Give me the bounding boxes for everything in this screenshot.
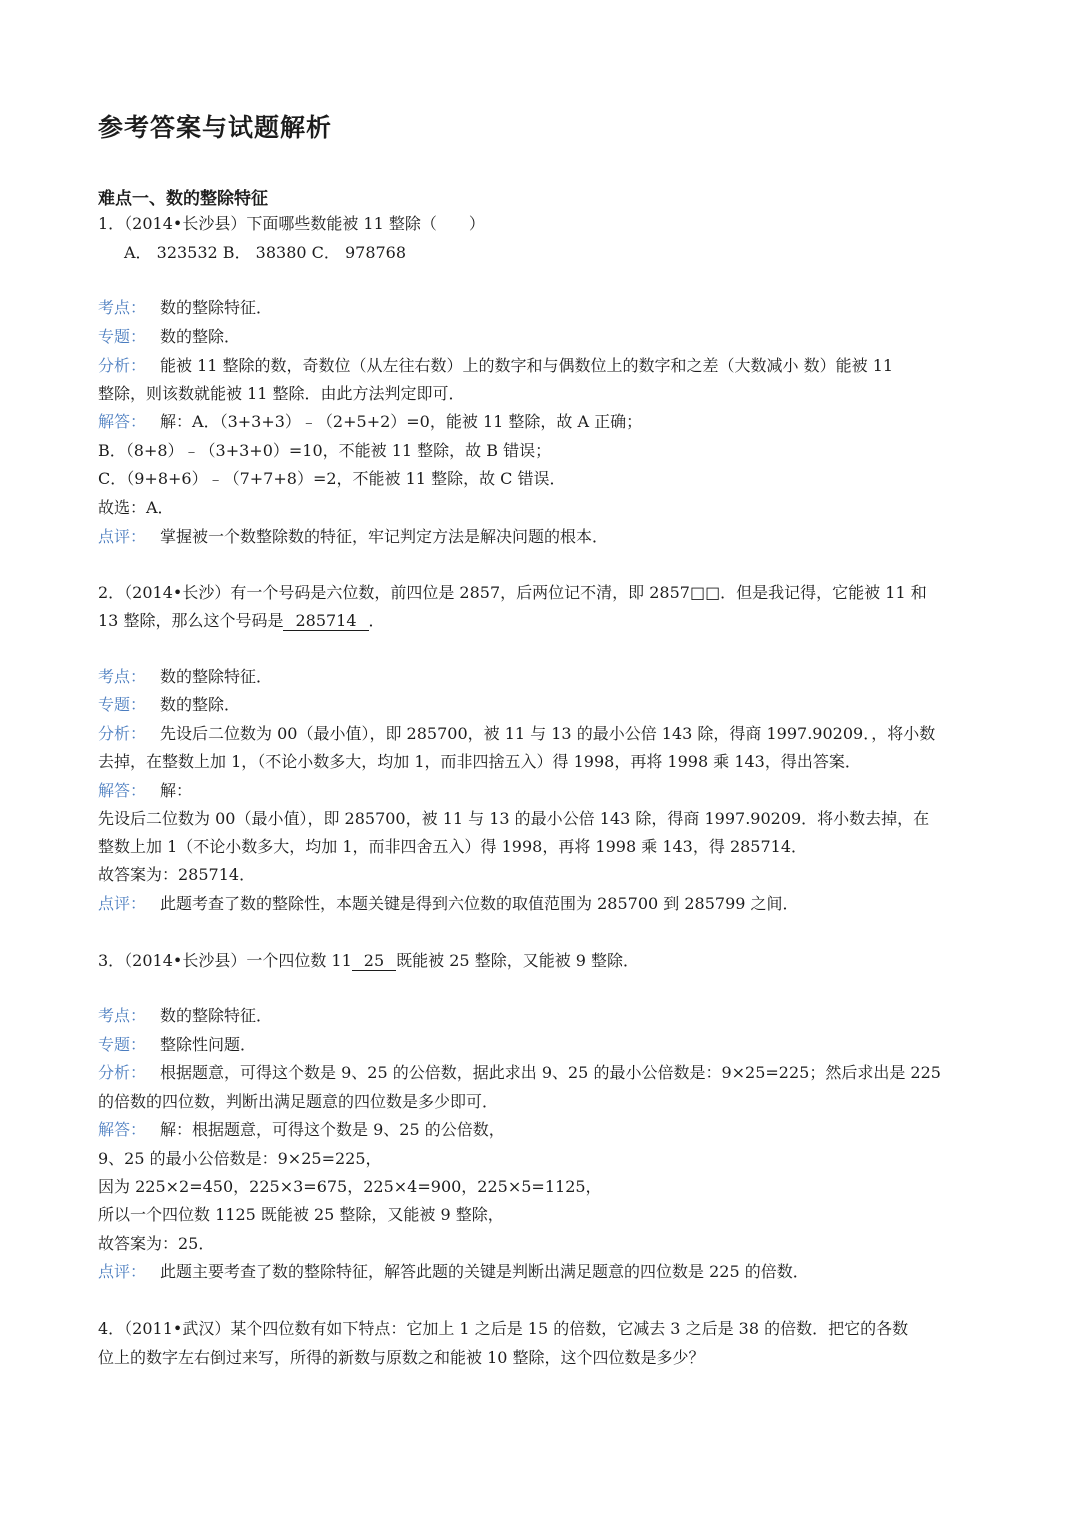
q3-stem: 3．（2014•长沙县）一个四位数 11 25 既能被 25 整除，又能被 9 整除． <box>98 951 640 970</box>
fenxi-label: 分析： <box>98 1063 147 1082</box>
kaodian-label: 考点： <box>98 667 147 686</box>
dianping-label: 点评： <box>98 894 147 913</box>
zhuanti-label: 专题： <box>98 695 147 714</box>
q2-fenxi: 分析： 先设后二位数为 00（最小值），即 285700，被 11 与 13 的最小公倍 143 除，得商 1997.90209．，将小数 <box>98 724 936 743</box>
zhuanti-label: 专题： <box>98 1035 147 1054</box>
q1-jieda-line: B．（8+8）﹣（3+3+0）=10，不能被 11 整除，故 B 错误； <box>98 441 552 460</box>
q3-zhuanti: 专题： 整除性问题． <box>98 1035 257 1054</box>
q3-dianping: 点评： 此题主要考查了数的整除特征，解答此题的关键是判断出满足题意的四位数是 225 的倍数． <box>98 1262 809 1281</box>
kaodian-label: 考点： <box>98 1006 147 1025</box>
jieda-label: 解答： <box>98 412 147 431</box>
q1-fenxi: 分析： 能被 11 整除的数，奇数位（从左往右数）上的数字和与偶数位上的数字和之差（大数减小 数）能被 11 <box>98 356 894 375</box>
fenxi-label: 分析： <box>98 356 147 375</box>
dianping-label: 点评： <box>98 1262 147 1281</box>
q1-stem: 1．（2014•长沙县）下面哪些数能被 11 整除（ ） <box>98 214 485 233</box>
q1-jieda: 解答： 解：A．（3+3+3）﹣（2+5+2）=0，能被 11 整除，故 A 正确； <box>98 412 643 431</box>
fenxi-label: 分析： <box>98 724 147 743</box>
q2-jieda-line: 先设后二位数为 00（最小值），即 285700，被 11 与 13 的最小公倍 143 除，得商 1997.90209．将小数去掉，在 <box>98 809 930 828</box>
q1-options: A． 323532 B． 38380 C． 978768 <box>124 243 407 262</box>
q1-jieda-line: 故选：A． <box>98 498 174 517</box>
jieda-label: 解答： <box>98 1120 147 1139</box>
answer-blank: 25 <box>352 952 396 971</box>
q3-fenxi: 分析： 根据题意，可得这个数是 9、25 的公倍数，据此求出 9、25 的最小公倍数是：9×25=225；然后求出是 225 <box>98 1063 941 1082</box>
q3-jieda-line: 因为 225×2=450，225×3=675，225×4=900，225×5=1125， <box>98 1177 602 1196</box>
q2-zhuanti: 专题： 数的整除． <box>98 695 241 714</box>
jieda-label: 解答： <box>98 781 147 800</box>
q4-stem: 4．（2011•武汉）某个四位数有如下特点：它加上 1 之后是 15 的倍数，它减去 3 之后是 38 的倍数．把它的各数 <box>98 1319 909 1338</box>
q3-kaodian: 考点： 数的整除特征． <box>98 1006 273 1025</box>
q2-stem-cont: 13 整除，那么这个号码是 285714 ． <box>98 611 385 630</box>
dianping-label: 点评： <box>98 527 147 546</box>
kaodian-label: 考点： <box>98 298 147 317</box>
q2-jieda: 解答： 解： <box>98 781 193 800</box>
q1-zhuanti: 专题： 数的整除． <box>98 327 241 346</box>
q2-jieda-line: 故答案为：285714． <box>98 865 256 884</box>
q3-jieda: 解答： 解：根据题意，可得这个数是 9、25 的公倍数， <box>98 1120 505 1139</box>
q4-stem-cont: 位上的数字左右倒过来写，所得的新数与原数之和能被 10 整除，这个四位数是多少？ <box>98 1348 705 1367</box>
q2-jieda-line: 整数上加 1（不论小数多大，均加 1，而非四舍五入）得 1998，再将 1998 乘 143，得 285714． <box>98 837 808 856</box>
q2-stem: 2．（2014•长沙）有一个号码是六位数，前四位是 2857，后两位记不清，即 2857□□．但是我记得，它能被 11 和 <box>98 583 927 602</box>
q1-dianping: 点评： 掌握被一个数整除数的特征，牢记判定方法是解决问题的根本． <box>98 527 609 546</box>
section-title: 难点一、数的整除特征 <box>98 189 268 209</box>
page-title: 参考答案与试题解析 <box>98 113 333 142</box>
answer-blank: 285714 <box>283 612 368 631</box>
q3-jieda-line: 所以一个四位数 1125 既能被 25 整除，又能被 9 整除， <box>98 1205 504 1224</box>
q1-fenxi-cont: 整除，则该数就能被 11 整除．由此方法判定即可． <box>98 384 465 403</box>
q3-jieda-line: 9、25 的最小公倍数是：9×25=225， <box>98 1149 382 1168</box>
q1-kaodian: 考点： 数的整除特征． <box>98 298 273 317</box>
q1-jieda-line: C．（9+8+6）﹣（7+7+8）=2，不能被 11 整除，故 C 错误． <box>98 469 566 488</box>
q3-jieda-line: 故答案为：25． <box>98 1234 215 1253</box>
q3-fenxi-cont: 的倍数的四位数，判断出满足题意的四位数是多少即可． <box>98 1092 499 1111</box>
q2-kaodian: 考点： 数的整除特征． <box>98 667 273 686</box>
zhuanti-label: 专题： <box>98 327 147 346</box>
q2-dianping: 点评： 此题考查了数的整除性，本题关键是得到六位数的取值范围为 285700 到 285799 之间． <box>98 894 799 913</box>
q2-fenxi-cont: 去掉，在整数上加 1，（不论小数多大，均加 1，而非四捨五入）得 1998，再将 1998 乘 143，得出答案． <box>98 752 861 771</box>
